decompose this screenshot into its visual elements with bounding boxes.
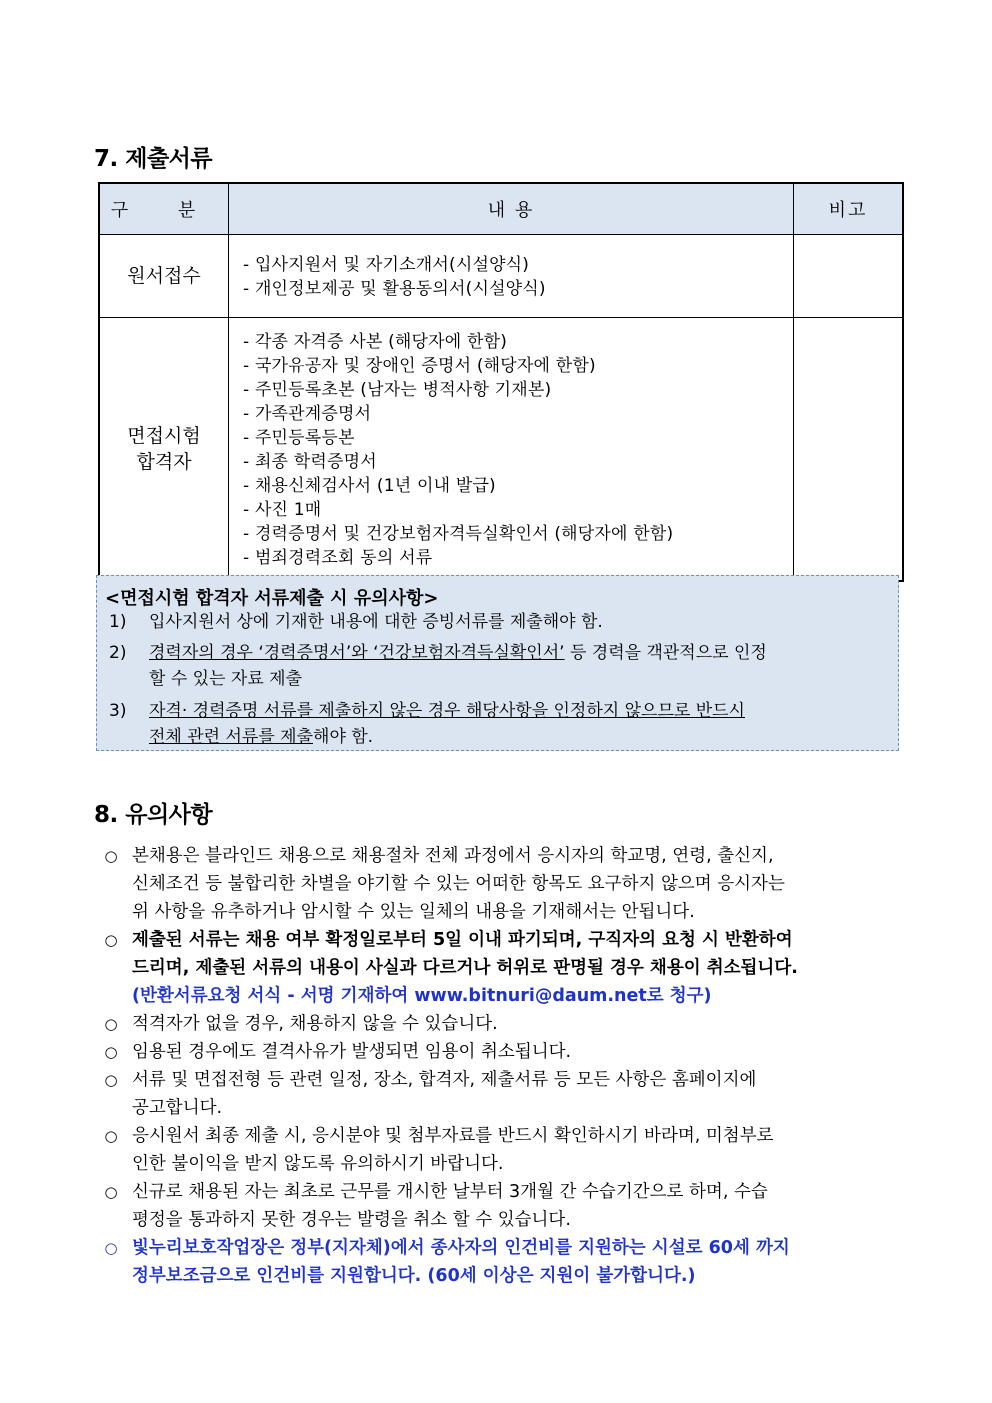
circle-bullet-icon: ○ (104, 1127, 118, 1145)
row-content (229, 235, 794, 318)
notice-text-rest: 해야 함. (313, 727, 374, 747)
list-item: - 가족관계증명서 (243, 404, 372, 424)
notice-underlined-text: 전체 관련 서류를 제출 (149, 727, 314, 747)
circle-bullet-icon: ○ (104, 1071, 118, 1089)
notice-title: <면접시험 합격자 서류제출 시 유의사항> (105, 588, 439, 609)
category-label: 합격자 (136, 451, 192, 473)
notice-item (109, 698, 745, 747)
notice-text (149, 698, 745, 724)
row-remark (794, 235, 904, 318)
row-remark (794, 318, 904, 582)
note-line: 제출된 서류는 채용 여부 확정일로부터 5일 이내 파기되며, 구직자의 요청 시 반환하여 (132, 930, 793, 950)
notice-box (96, 575, 899, 751)
circle-bullet-icon: ○ (104, 1015, 118, 1033)
row-category (99, 318, 229, 582)
notice-text (149, 724, 373, 750)
note-text (132, 1122, 774, 1178)
note-line: 본채용은 블라인드 채용으로 채용절차 전체 과정에서 응시자의 학교명, 연령, 출신지, (132, 846, 774, 866)
table-row (99, 318, 903, 582)
row-category (99, 235, 229, 318)
notice-text: 입사지원서 상에 기재한 내용에 대한 증빙서류를 제출해야 함. (149, 612, 603, 632)
notice-number: 2) (109, 643, 127, 663)
note-line: 드리며, 제출된 서류의 내용이 사실과 다르거나 허위로 판명될 경우 채용이 취소됩니다. (132, 958, 798, 978)
table-header-row (99, 183, 903, 235)
note-line: 임용된 경우에도 결격사유가 발생되면 임용이 취소됩니다. (132, 1042, 572, 1062)
circle-bullet-icon: ○ (104, 1183, 118, 1201)
list-item: - 개인정보제공 및 활용동의서(시설양식) (243, 279, 546, 299)
list-item: - 주민등록초본 (남자는 병적사항 기재본) (243, 380, 552, 400)
circle-bullet-icon: ○ (104, 1239, 118, 1257)
note-line: 공고합니다. (132, 1098, 223, 1118)
note-text (132, 1038, 571, 1066)
list-item: - 국가유공자 및 장애인 증명서 (해당자에 한함) (243, 356, 596, 376)
notice-text-rest: 등 경력을 객관적으로 인정 (564, 643, 767, 663)
table-row (99, 235, 903, 318)
circle-bullet-icon: ○ (104, 847, 118, 865)
note-line: 서류 및 면접전형 등 관련 일정, 장소, 합격자, 제출서류 등 모든 사항은 홈페이지에 (132, 1070, 757, 1090)
note-text (132, 842, 785, 926)
note-line: 위 사항을 유추하거나 암시할 수 있는 일체의 내용을 기재해서는 안됩니다. (132, 902, 695, 922)
circle-bullet-icon: ○ (104, 1043, 118, 1061)
list-item: - 최종 학력증명서 (243, 452, 377, 472)
note-text (132, 1066, 756, 1122)
notice-item (109, 609, 603, 635)
category-label: 원서접수 (127, 265, 201, 287)
header-content: 내 용 (229, 183, 794, 235)
note-text (132, 1010, 498, 1038)
section-8-title: 8. 유의사항 (94, 802, 213, 828)
return-request-line: (반환서류요청 서식 - 서명 기재하여 www.bitnuri@daum.net로 청구) (132, 986, 712, 1006)
notice-number: 1) (109, 612, 127, 632)
list-item: - 채용신체검사서 (1년 이내 발급) (243, 476, 496, 496)
note-line: 인한 불이익을 받지 않도록 유의하시기 바랍니다. (132, 1154, 504, 1174)
notice-text (149, 640, 767, 666)
circle-bullet-icon: ○ (104, 931, 118, 949)
header-category: 구 분 (99, 183, 229, 235)
note-line: 평정을 통과하지 못한 경우는 발령을 취소 할 수 있습니다. (132, 1210, 571, 1230)
note-line: 정부보조금으로 인건비를 지원합니다. (60세 이상은 지원이 불가합니다.) (132, 1266, 696, 1286)
note-line: 빛누리보호작업장은 정부(지자체)에서 종사자의 인건비를 지원하는 시설로 60세 까지 (132, 1238, 790, 1258)
notice-underlined-text: 경력자의 경우 ‘경력증명서’와 ‘건강보험자격득실확인서’ (149, 643, 565, 663)
note-text (132, 926, 798, 1010)
notice-text: 할 수 있는 자료 제출 (149, 669, 302, 689)
section-7-title: 7. 제출서류 (94, 146, 213, 172)
note-line: 적격자가 없을 경우, 채용하지 않을 수 있습니다. (132, 1014, 498, 1034)
list-item: - 입사지원서 및 자기소개서(시설양식) (243, 255, 530, 275)
list-item: - 경력증명서 및 건강보험자격득실확인서 (해당자에 한함) (243, 524, 674, 544)
list-item: - 각종 자격증 사본 (해당자에 한함) (243, 332, 508, 352)
note-text (132, 1178, 768, 1234)
row-content (229, 318, 794, 582)
list-item: - 사진 1매 (243, 500, 322, 520)
notice-item (109, 640, 767, 689)
notice-number: 3) (109, 701, 127, 721)
documents-table (98, 182, 904, 582)
list-item: - 주민등록등본 (243, 428, 355, 448)
note-line: 신규로 채용된 자는 최초로 근무를 개시한 날부터 3개월 간 수습기간으로 하며, 수습 (132, 1182, 768, 1202)
notice-underlined-text: 자격· 경력증명 서류를 제출하지 않은 경우 해당사항을 인정하지 않으므로 반드시 (149, 701, 745, 721)
note-line: 신체조건 등 불합리한 차별을 야기할 수 있는 어떠한 항목도 요구하지 않으며 응시자는 (132, 874, 785, 894)
category-label: 면접시험 (127, 425, 201, 447)
note-text (132, 1234, 790, 1290)
list-item: - 범죄경력조회 동의 서류 (243, 548, 433, 568)
note-line: 응시원서 최종 제출 시, 응시분야 및 첨부자료를 반드시 확인하시기 바라며, 미첨부로 (132, 1126, 774, 1146)
header-remark: 비고 (794, 183, 904, 235)
